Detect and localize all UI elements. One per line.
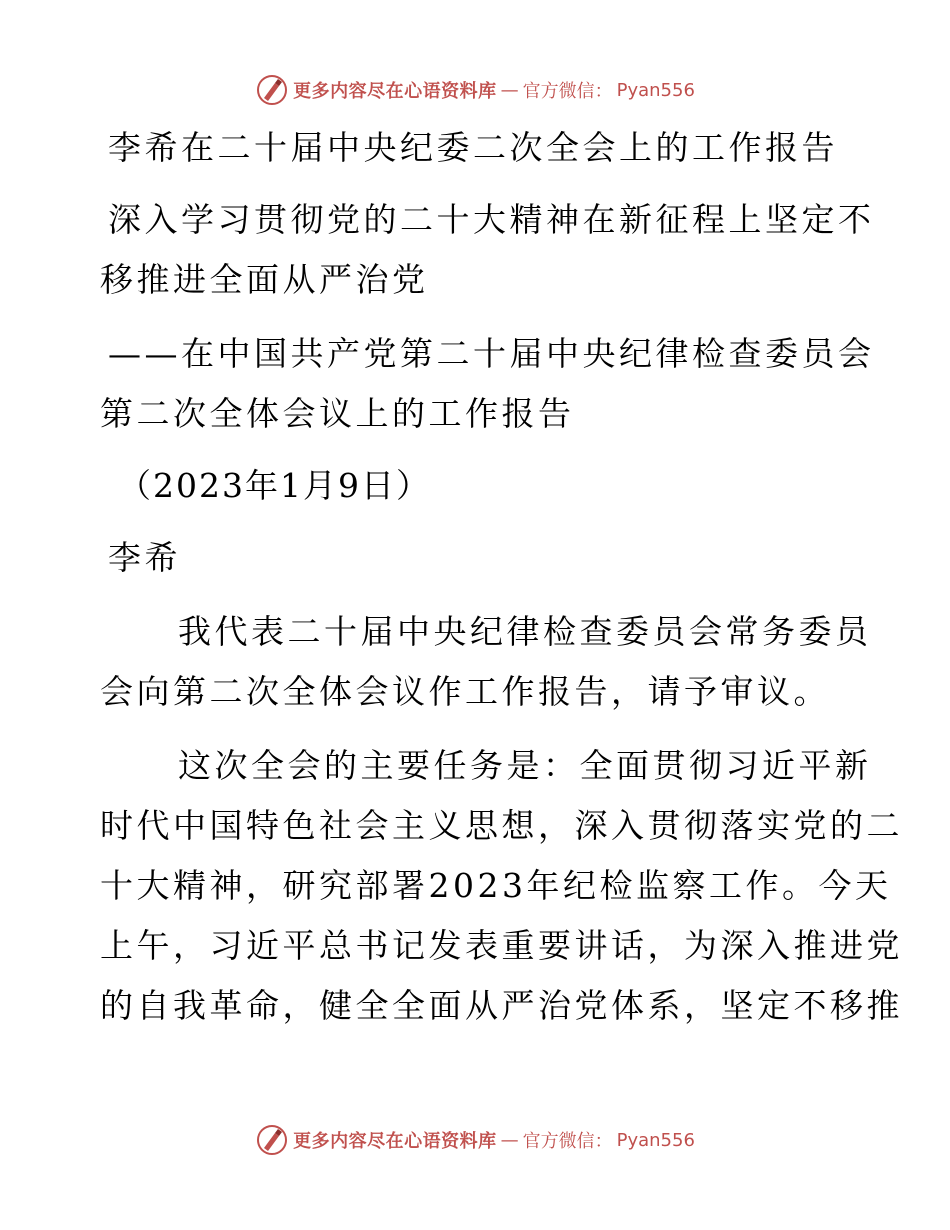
document-author: 李希 [108, 538, 181, 577]
paragraph-1-line2: 会向第二次全体会议作工作报告，请予审议。 [100, 672, 830, 711]
watermark-label: 官方微信： [522, 81, 613, 102]
document-title: 李希在二十届中央纪委二次全会上的工作报告 [108, 128, 838, 167]
paragraph-2-line5: 的自我革命，健全全面从严治党体系，坚定不移推 [100, 986, 903, 1025]
paragraph-2-line3: 十大精神，研究部署2023年纪检监察工作。今天 [100, 866, 892, 905]
document-subheading-line1: ——在中国共产党第二十届中央纪律检查委员会 [108, 334, 875, 373]
watermark-label: 官方微信： [522, 1131, 613, 1152]
watermark-header [0, 72, 950, 108]
pen-logo-icon [255, 1123, 289, 1157]
paragraph-1-line1: 我代表二十届中央纪律检查委员会常务委员 [178, 612, 872, 651]
document-subtitle-line1: 深入学习贯彻党的二十大精神在新征程上坚定不 [108, 200, 875, 239]
pen-logo-icon [255, 73, 289, 107]
watermark-wechat-id: Pyan556 [616, 1129, 695, 1151]
document-subtitle-line2: 移推进全面从严治党 [100, 260, 429, 299]
document-subheading-line2: 第二次全体会议上的工作报告 [100, 394, 575, 433]
watermark-dash: — [500, 79, 519, 101]
paragraph-2-line1: 这次全会的主要任务是：全面贯彻习近平新 [178, 746, 872, 785]
watermark-dash: — [500, 1129, 519, 1151]
watermark-wechat-id: Pyan556 [616, 79, 695, 101]
document-date: （2023年1月9日） [118, 466, 431, 505]
watermark-footer [0, 1122, 950, 1158]
paragraph-2-line2: 时代中国特色社会主义思想，深入贯彻落实党的二 [100, 806, 903, 845]
watermark-main-text: 更多内容尽在心语资料库 [293, 81, 497, 102]
watermark-main-text: 更多内容尽在心语资料库 [293, 1131, 497, 1152]
paragraph-2-line4: 上午，习近平总书记发表重要讲话，为深入推进党 [100, 926, 903, 965]
